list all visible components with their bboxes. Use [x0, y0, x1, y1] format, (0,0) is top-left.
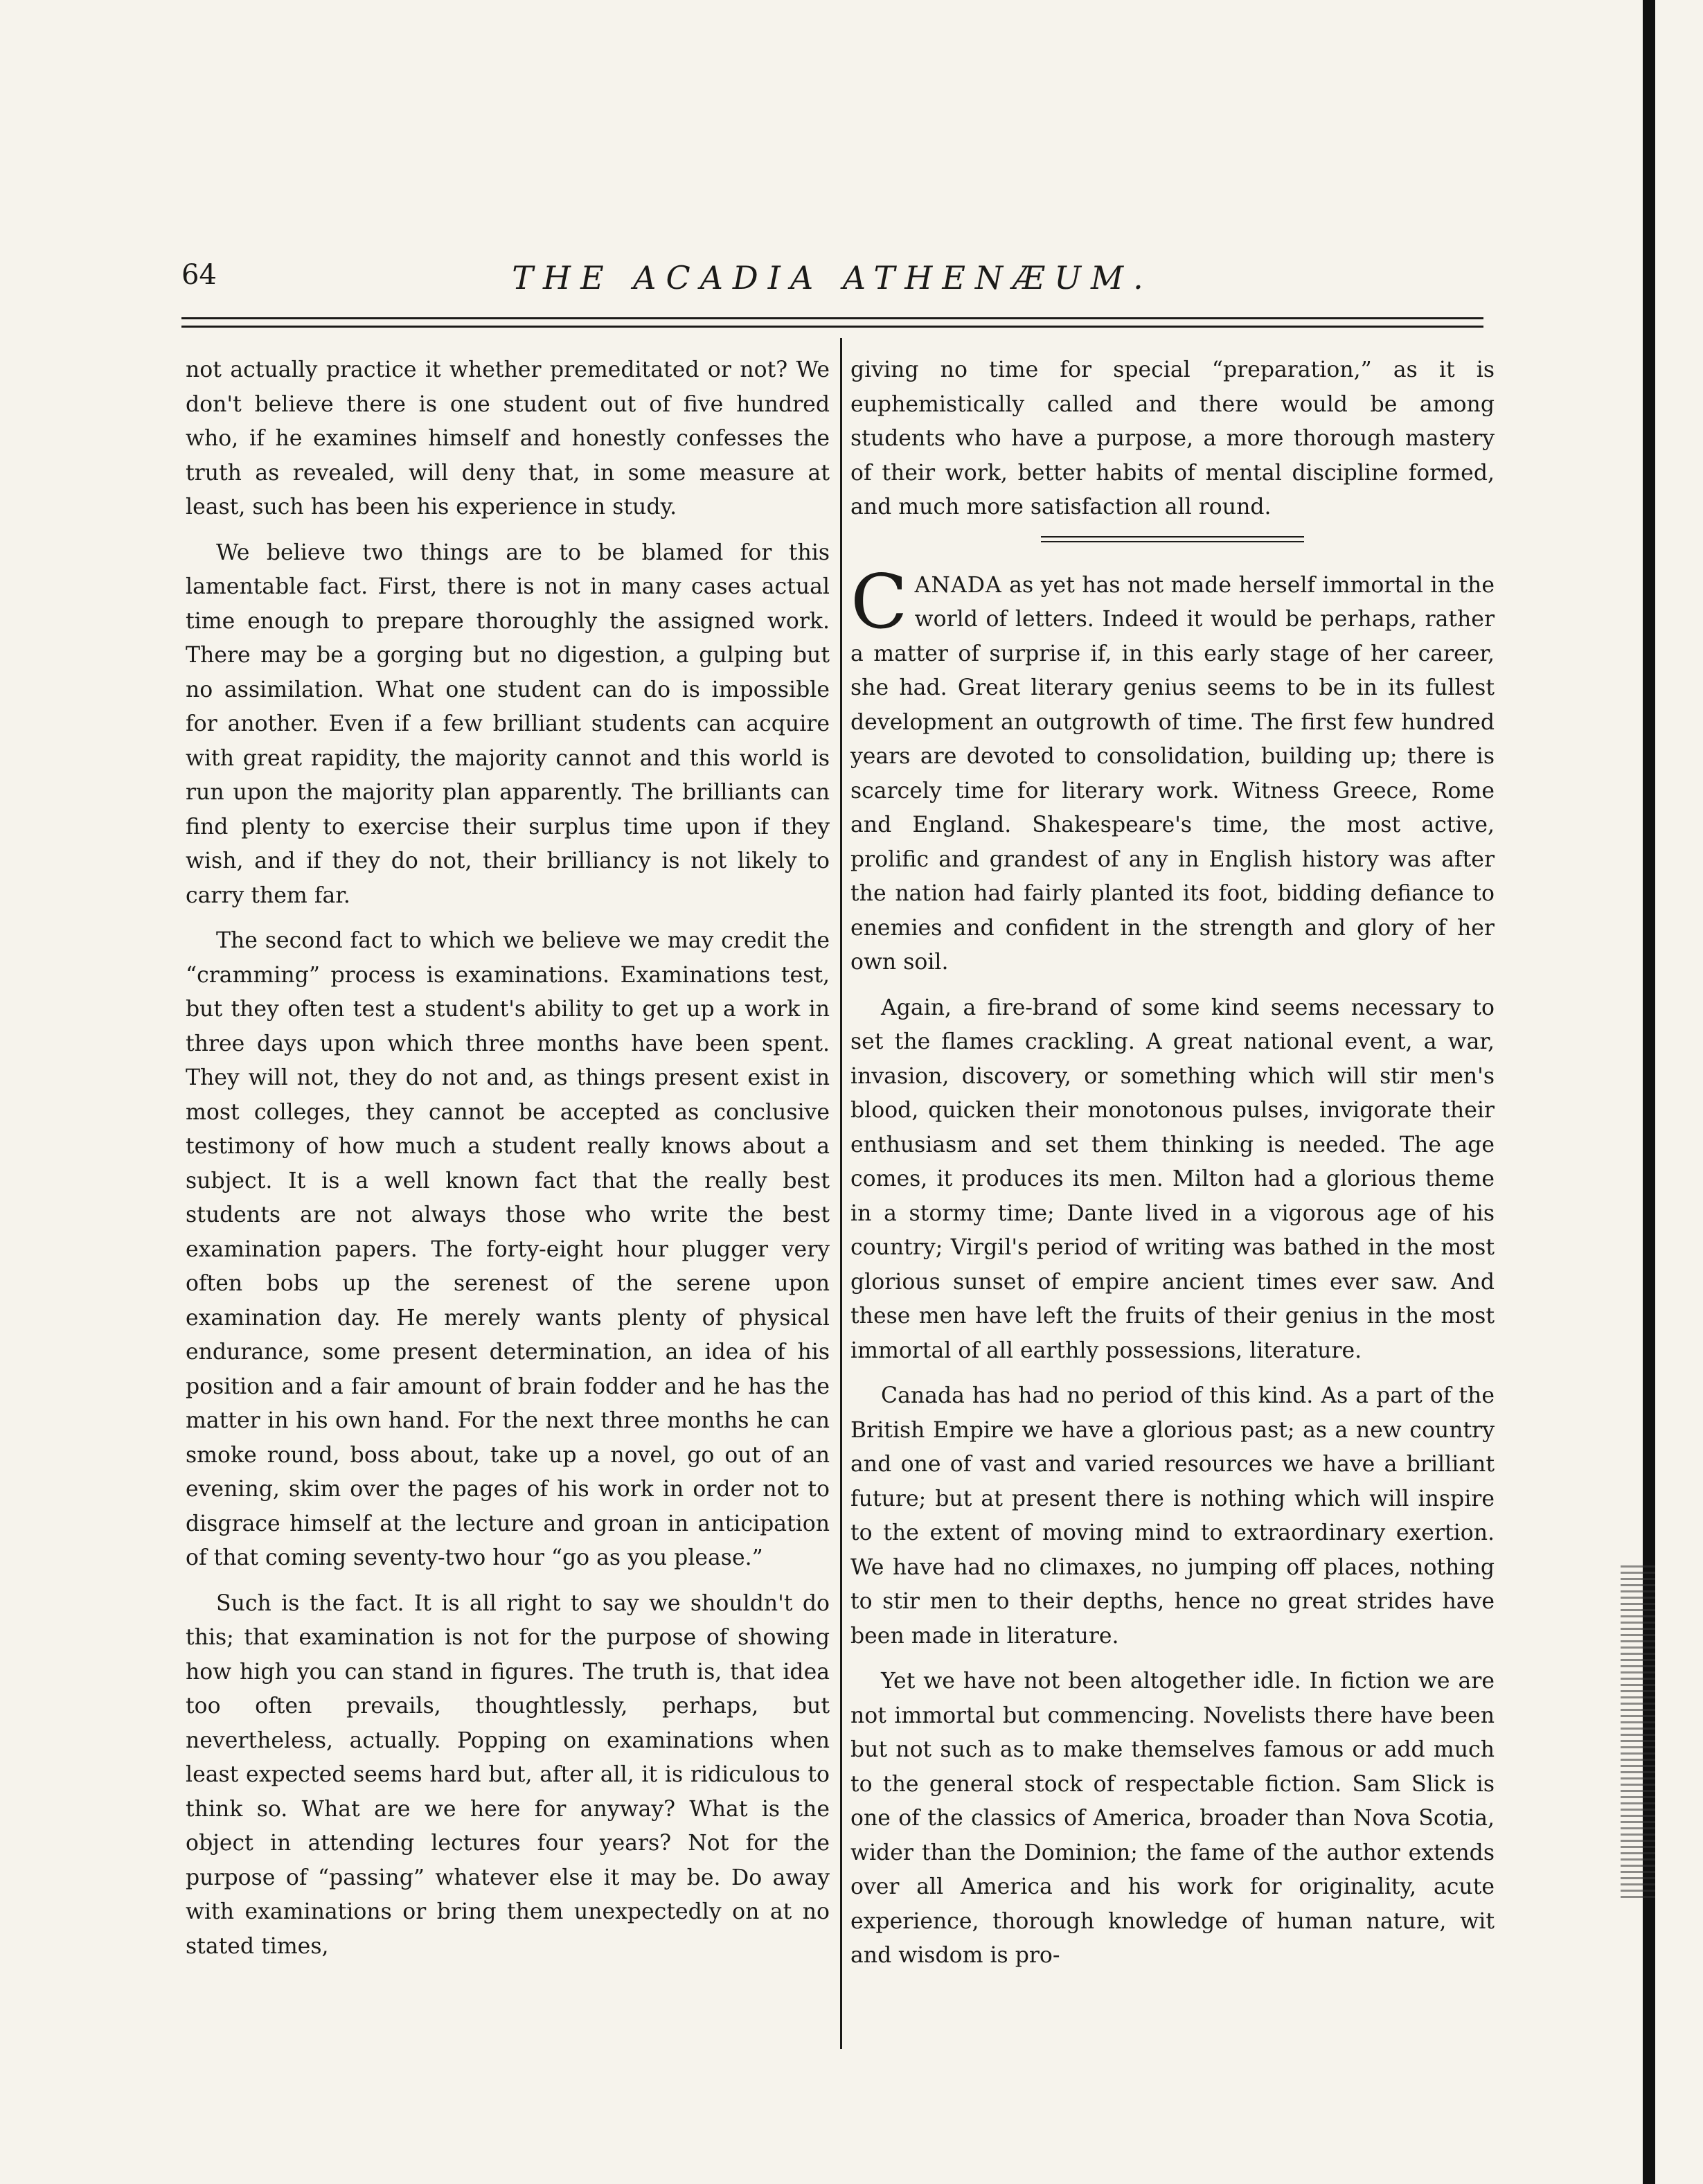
- page-number: 64: [181, 259, 217, 291]
- header-rule-top: [181, 317, 1483, 319]
- paragraph: Such is the fact. It is all right to say we shouldn't do this; that examination is not for the purpose of showing how high you can stand in figures. The truth is, that idea too often prevails, thoughtlessly, perhaps, but nevertheless, actually. Popping on examinations when least expected seems hard but, after all, it is ridiculous to think so. What are we here for anyway? What is the object in attending lectures four years? Not for the purpose of “passing” whatever else it may be. Do away with examinations or bring them unexpectedly on at no stated times,: [186, 1590, 830, 1959]
- right-column: [850, 353, 1495, 1985]
- paragraph: Again, a fire-brand of some kind seems necessary to set the flames crackling. A great national event, a war, invasion, discovery, or something which will stir men's blood, quicken their monotonous pulses, invigorate their enthusiasm and set them thinking is needed. The age comes, it produces its men. Milton had a glorious theme in a stormy time; Dante lived in a vigorous age of his country; Virgil's period of writing was bathed in the most glorious sunset of empire ancient times ever saw. And these men have left the fruits of their genius in the most immortal of all earthly possessions, literature.: [850, 995, 1495, 1363]
- section-divider-bottom: [1041, 541, 1304, 542]
- paragraph: Yet we have not been altogether idle. In fiction we are not immortal but commencing. Novelists there have been but not such as to make themselves famous or add much to the general stock of respectable fiction. Sam Slick is one of the classics of America, broader than Nova Scotia, wider than the Dominion; the fame of the author extends over all America and his work for originality, acute experience, thorough knowledge of human nature, wit and wisdom is pro-: [850, 1669, 1495, 1968]
- paragraph: not actually practice it whether premeditated or not? We don't believe there is one student out of five hundred who, if he examines himself and honestly confesses the truth as revealed, will deny that, in some measure at least, such has been his experience in study.: [186, 357, 830, 520]
- drop-cap: C: [850, 558, 908, 646]
- column-divider: [840, 338, 842, 2049]
- paragraph: We believe two things are to be blamed for this lamentable fact. First, there is not in many cases actual time enough to prepare thoroughly the assigned work. There may be a gorging but no digestion, a gulping but no assimilation. What one student can do is impossible for another. Even if a few brilliant students can acquire with great rapidity, the majority cannot and this world is run upon the majority plan apparently. The brilliants can find plenty to exercise their surplus time upon if they wish, and if they do not, their brilliancy is not likely to carry them far.: [186, 540, 830, 908]
- paragraph-continuation: giving no time for special “preparation,” as it is euphemistically called and there would be among students who have a purpose, a more thorough mastery of their work, better habits of mental discipline formed, and much more satisfaction all round.: [850, 357, 1495, 520]
- page-header: [181, 259, 1483, 301]
- paragraph: The second fact to which we believe we may credit the “cramming” process is examinations. Examinations test, but they often test a student's ability to get up a work in three days upon which three months have been spent. They will not, they do not and, as things present exist in most colleges, they cannot be accepted as conclusive testimony of how much a student really knows about a subject. It is a well known fact that the really best students are not always those who write the best examination papers. The forty-eight hour plugger very often bobs up the serenest of the serene upon examination day. He merely wants plenty of physical endurance, some present determination, an idea of his position and a fair amount of brain fodder and he has the matter in his own hand. For the next three months he can smoke round, boss about, take up a novel, go out of an evening, skim over the pages of his work in order not to disgrace himself at the lecture and groan in anticipation of that coming seventy-two hour “go as you please.”: [186, 928, 830, 1570]
- section-divider-top: [1041, 536, 1304, 538]
- running-title: THE ACADIA ATHENÆUM.: [512, 259, 1153, 296]
- article-opening-paragraph: [850, 558, 1495, 980]
- header-rule-bottom: [181, 326, 1483, 328]
- paragraph: Canada has had no period of this kind. As a part of the British Empire we have a glorious past; as a new country and one of vast and varied resources we have a brilliant future; but at present there is nothing which will inspire to the extent of moving mind to extraordinary exertion. We have had no climaxes, no jumping off places, nothing to stir men to their depths, hence no great strides have been made in literature.: [850, 1383, 1495, 1649]
- opening-text: as yet has not made herself immortal in the world of letters. Indeed it would be perhaps, rather a matter of surprise if, in this early stage of her career, she had. Great literary genius seems to be in its fullest development an outgrowth of time. The first few hundred years are devoted to consolidation, building up; there is scarcely time for literary work. Witness Greece, Rome and England. Shakespeare's time, the most active, prolific and grandest of any in English history was after the nation had fairly planted its foot, bidding defiance to enemies and confident in the strength and glory of her own soil.: [850, 572, 1495, 975]
- left-column: [186, 353, 830, 1975]
- binding-fringe: [1621, 1565, 1655, 1898]
- opening-word: ANADA: [914, 572, 1002, 598]
